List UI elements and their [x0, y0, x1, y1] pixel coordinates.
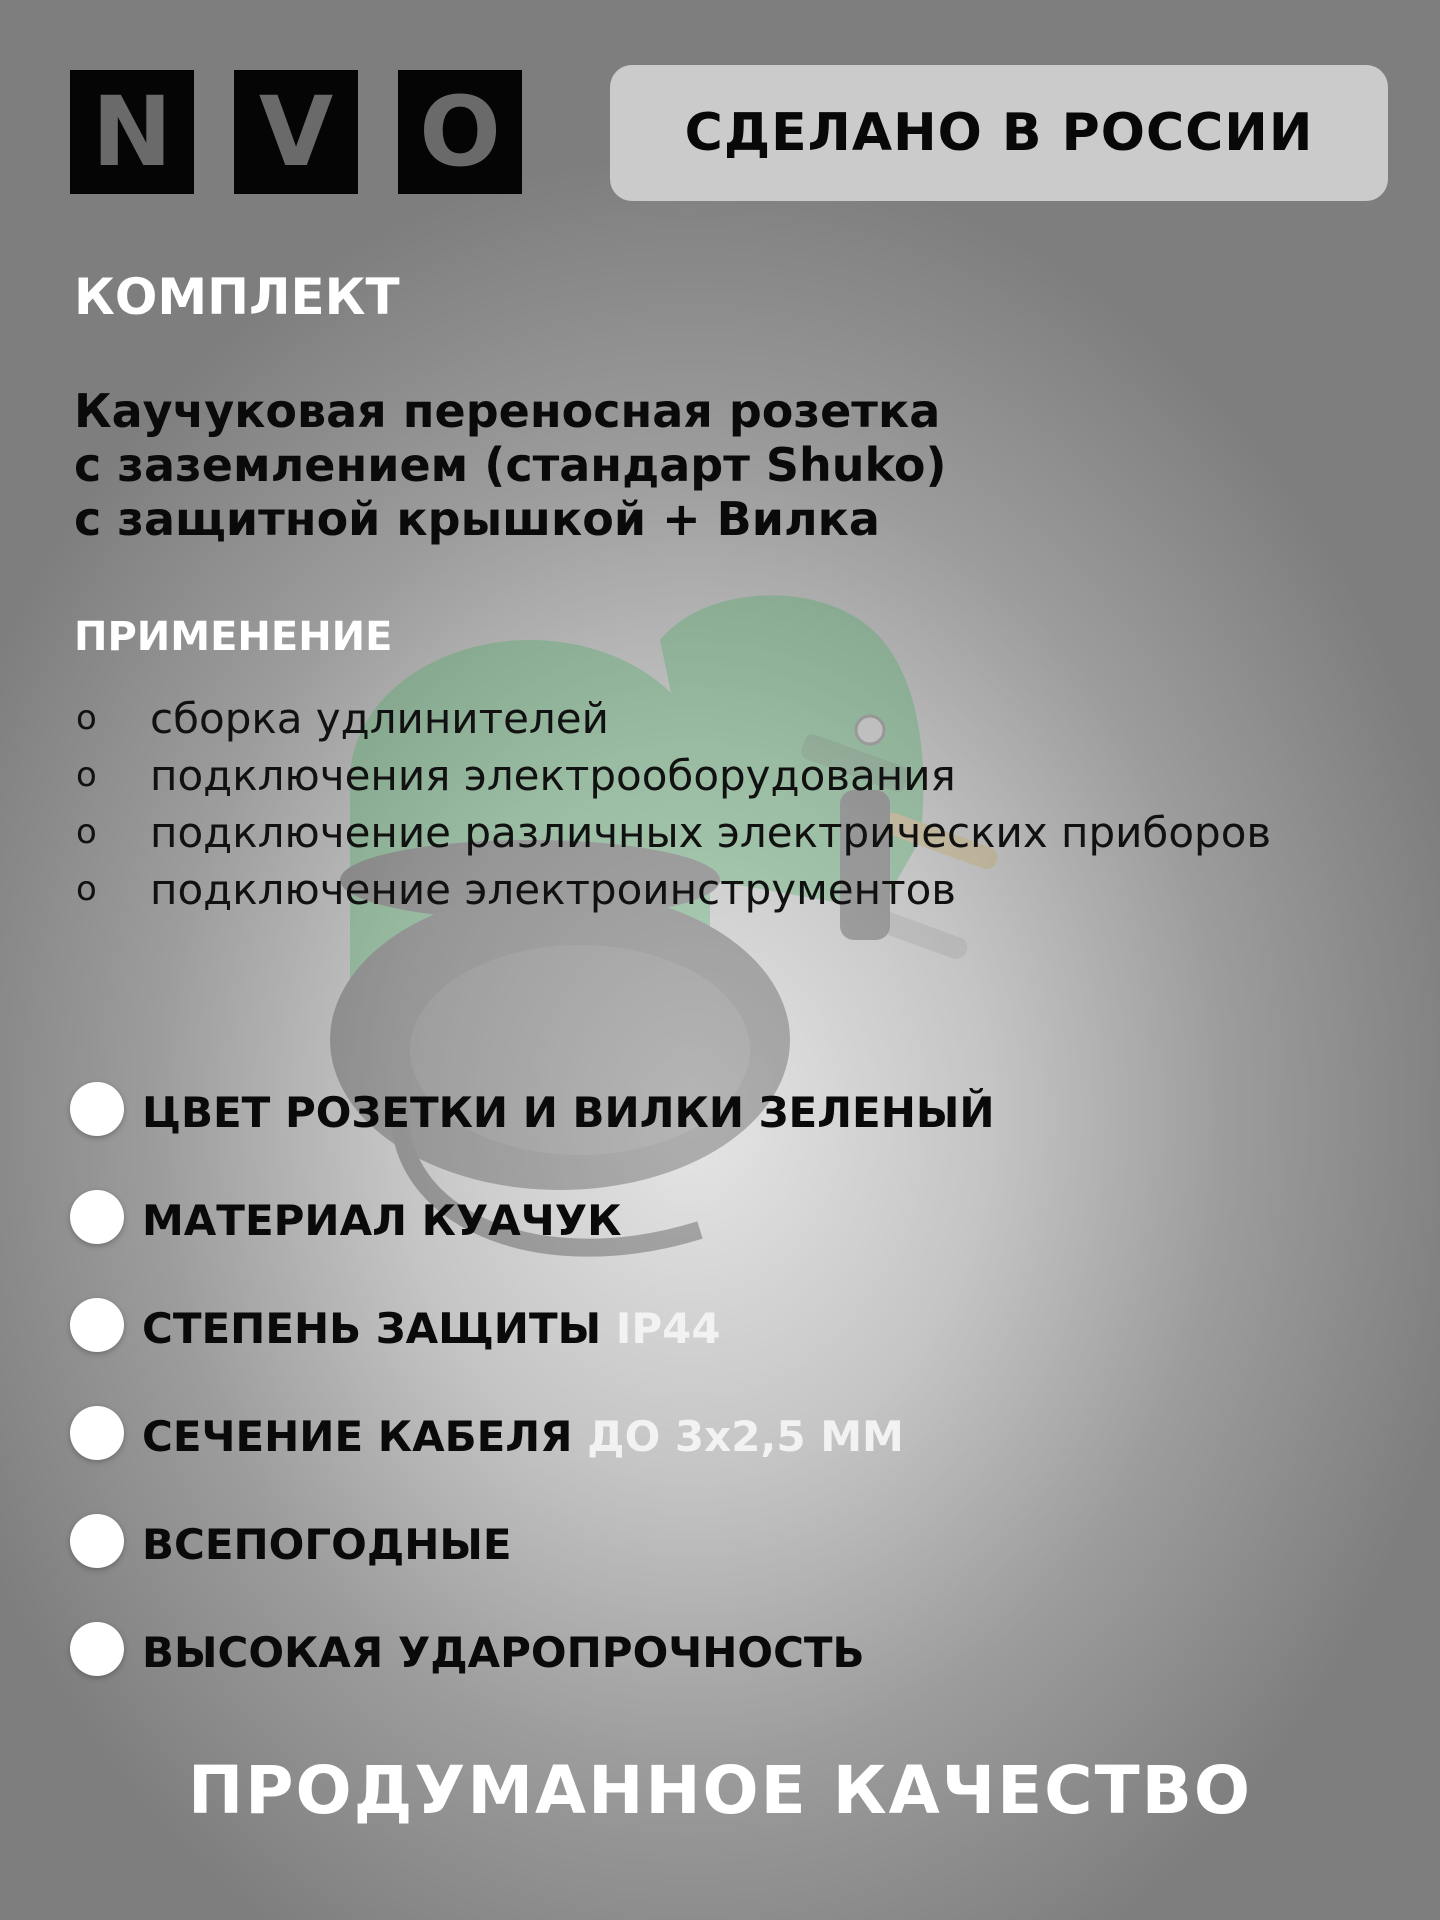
application-item-text: подключения электрооборудования — [150, 751, 956, 800]
white-dot-icon — [70, 1190, 124, 1244]
feature-item — [70, 1190, 995, 1298]
white-dot-icon — [70, 1298, 124, 1352]
application-item — [74, 747, 1374, 804]
logo-letter-o: O — [398, 70, 522, 194]
application-item-text: сборка удлинителей — [150, 694, 609, 743]
application-title: ПРИМЕНЕНИЕ — [74, 614, 393, 660]
circle-bullet-icon: o — [76, 869, 97, 909]
feature-item — [70, 1622, 995, 1730]
made-in-russia-badge: СДЕЛАНО В РОССИИ — [610, 65, 1388, 201]
white-dot-icon — [70, 1406, 124, 1460]
quality-slogan: ПРОДУМАННОЕ КАЧЕСТВО — [187, 1752, 1253, 1829]
feature-item — [70, 1406, 995, 1514]
application-item-text: подключение различных электрических приборов — [150, 808, 1272, 857]
circle-bullet-icon: o — [76, 755, 97, 795]
feature-item — [70, 1514, 995, 1622]
logo-letter-n: N — [70, 70, 194, 194]
feature-item — [70, 1298, 995, 1406]
application-item — [74, 804, 1374, 861]
feature-label: ВЫСОКАЯ УДАРОПРОЧНОСТЬ — [142, 1628, 865, 1677]
kit-description — [74, 384, 1354, 546]
feature-label: МАТЕРИАЛ КУАЧУК — [142, 1196, 622, 1245]
white-dot-icon — [70, 1082, 124, 1136]
kit-title: КОМПЛЕКТ — [74, 268, 400, 326]
circle-bullet-icon: o — [76, 698, 97, 738]
brand-logo — [70, 70, 522, 194]
feature-value: ДО 3х2,5 ММ — [587, 1412, 904, 1461]
kit-description-line: с заземлением (стандарт Shuko) — [74, 438, 947, 492]
logo-letter-v: V — [234, 70, 358, 194]
application-list — [74, 690, 1374, 918]
circle-bullet-icon: o — [76, 812, 97, 852]
feature-value: IP44 — [615, 1304, 721, 1353]
application-item — [74, 861, 1374, 918]
feature-label: СЕЧЕНИЕ КАБЕЛЯ — [142, 1412, 588, 1461]
feature-label: СТЕПЕНЬ ЗАЩИТЫ — [142, 1304, 616, 1353]
application-item-text: подключение электроинструментов — [150, 865, 957, 914]
feature-label: ВСЕПОГОДНЫЕ — [142, 1520, 512, 1569]
application-item — [74, 690, 1374, 747]
white-dot-icon — [70, 1514, 124, 1568]
feature-list — [70, 1082, 995, 1730]
kit-description-line: Каучуковая переносная розетка — [74, 384, 941, 438]
feature-item — [70, 1082, 995, 1190]
feature-label: ЦВЕТ РОЗЕТКИ И ВИЛКИ ЗЕЛЕНЫЙ — [142, 1088, 995, 1137]
kit-description-line: с защитной крышкой + Вилка — [74, 492, 880, 546]
white-dot-icon — [70, 1622, 124, 1676]
